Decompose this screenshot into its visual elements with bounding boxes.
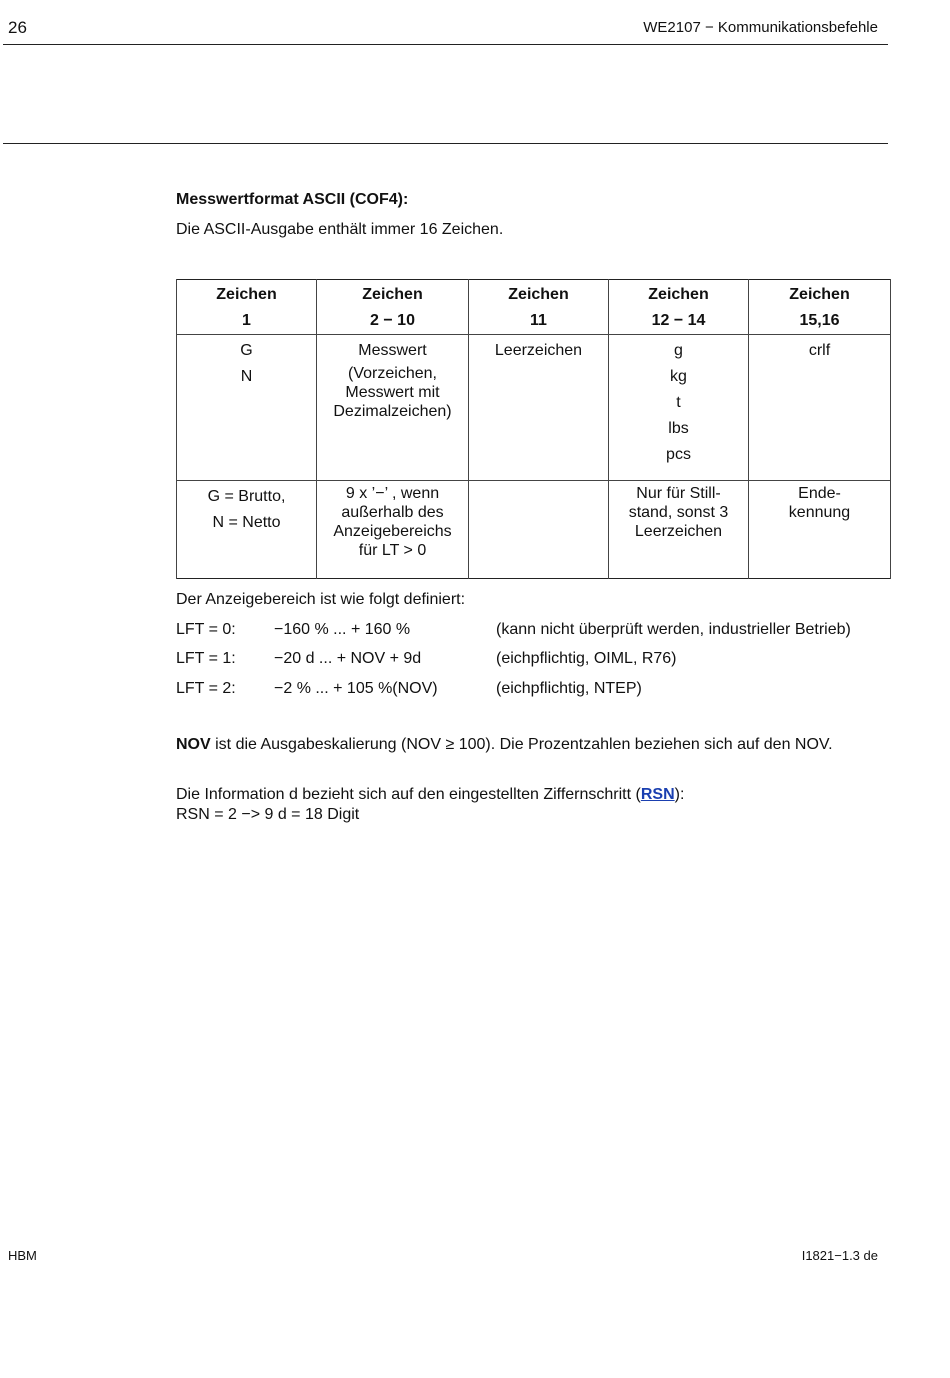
lft-row: [176, 650, 890, 670]
nov-paragraph: [176, 735, 866, 755]
rsn-example: RSN = 2 −> 9 d = 18 Digit: [176, 806, 360, 823]
lft-comment: (eichpflichtig, NTEP): [496, 680, 642, 697]
nov-term: NOV: [176, 736, 211, 753]
header-cell: Zeichen 2 − 10: [317, 280, 469, 335]
rsn-paragraph: Die Information d bezieht sich auf den eingestellten Ziffernschritt (RSN): RSN = 2 −> 9 d = 18 Digit: [176, 786, 685, 823]
lft-row: [176, 680, 890, 700]
format-table: [176, 279, 891, 579]
note-cell: G = Brutto, N = Netto: [177, 481, 317, 579]
intro-text: Die ASCII-Ausgabe enthält immer 16 Zeichen.: [176, 221, 504, 238]
value-cell: Leerzeichen: [469, 335, 609, 481]
lft-range: −2 % ... + 105 %(NOV): [274, 680, 438, 697]
rsn-link[interactable]: RSN: [640, 786, 675, 803]
note-cell: Ende- kennung: [749, 481, 891, 579]
header-cell: Zeichen 12 − 14: [609, 280, 749, 335]
note-cell: Nur für Still- stand, sonst 3 Leerzeichen: [609, 481, 749, 579]
page-number: 26: [8, 18, 27, 37]
table-notes-row: [177, 481, 891, 579]
value-cell: g kg t lbs pcs: [609, 335, 749, 481]
section-rule: [3, 143, 888, 144]
lft-label: LFT = 1:: [176, 650, 236, 667]
lft-label: LFT = 2:: [176, 680, 236, 697]
footer-document-id: I1821−1.3 de: [801, 1248, 878, 1263]
lft-row: [176, 621, 890, 641]
value-cell: crlf: [749, 335, 891, 481]
lft-label: LFT = 0:: [176, 621, 236, 638]
lft-range: −160 % ... + 160 %: [274, 621, 411, 638]
table-header-row: [177, 280, 891, 335]
lft-comment: (kann nicht überprüft werden, industrieller Betrieb): [496, 621, 851, 638]
footer-company: HBM: [8, 1248, 37, 1263]
document-title: WE2107 − Kommunikationsbefehle: [643, 19, 878, 36]
lft-comment: (eichpflichtig, OIML, R76): [496, 650, 677, 667]
header-rule: [3, 44, 888, 45]
table-values-row: [177, 335, 891, 481]
header-cell: Zeichen 1: [177, 280, 317, 335]
header-cell: Zeichen 15,16: [749, 280, 891, 335]
lft-range: −20 d ... + NOV + 9d: [274, 650, 422, 667]
note-cell: 9 x ’−’ , wenn außerhalb des Anzeigebereichs für LT > 0: [317, 481, 469, 579]
header-cell: Zeichen 11: [469, 280, 609, 335]
value-cell: Messwert (Vorzeichen, Messwert mit Dezimalzeichen): [317, 335, 469, 481]
range-intro: Der Anzeigebereich ist wie folgt definiert:: [176, 591, 466, 608]
note-cell: [469, 481, 609, 579]
value-cell: G N: [177, 335, 317, 481]
section-heading: Messwertformat ASCII (COF4):: [176, 191, 409, 208]
nov-text: ist die Ausgabeskalierung (NOV ≥ 100). Die Prozentzahlen beziehen sich auf den NOV.: [210, 736, 833, 753]
